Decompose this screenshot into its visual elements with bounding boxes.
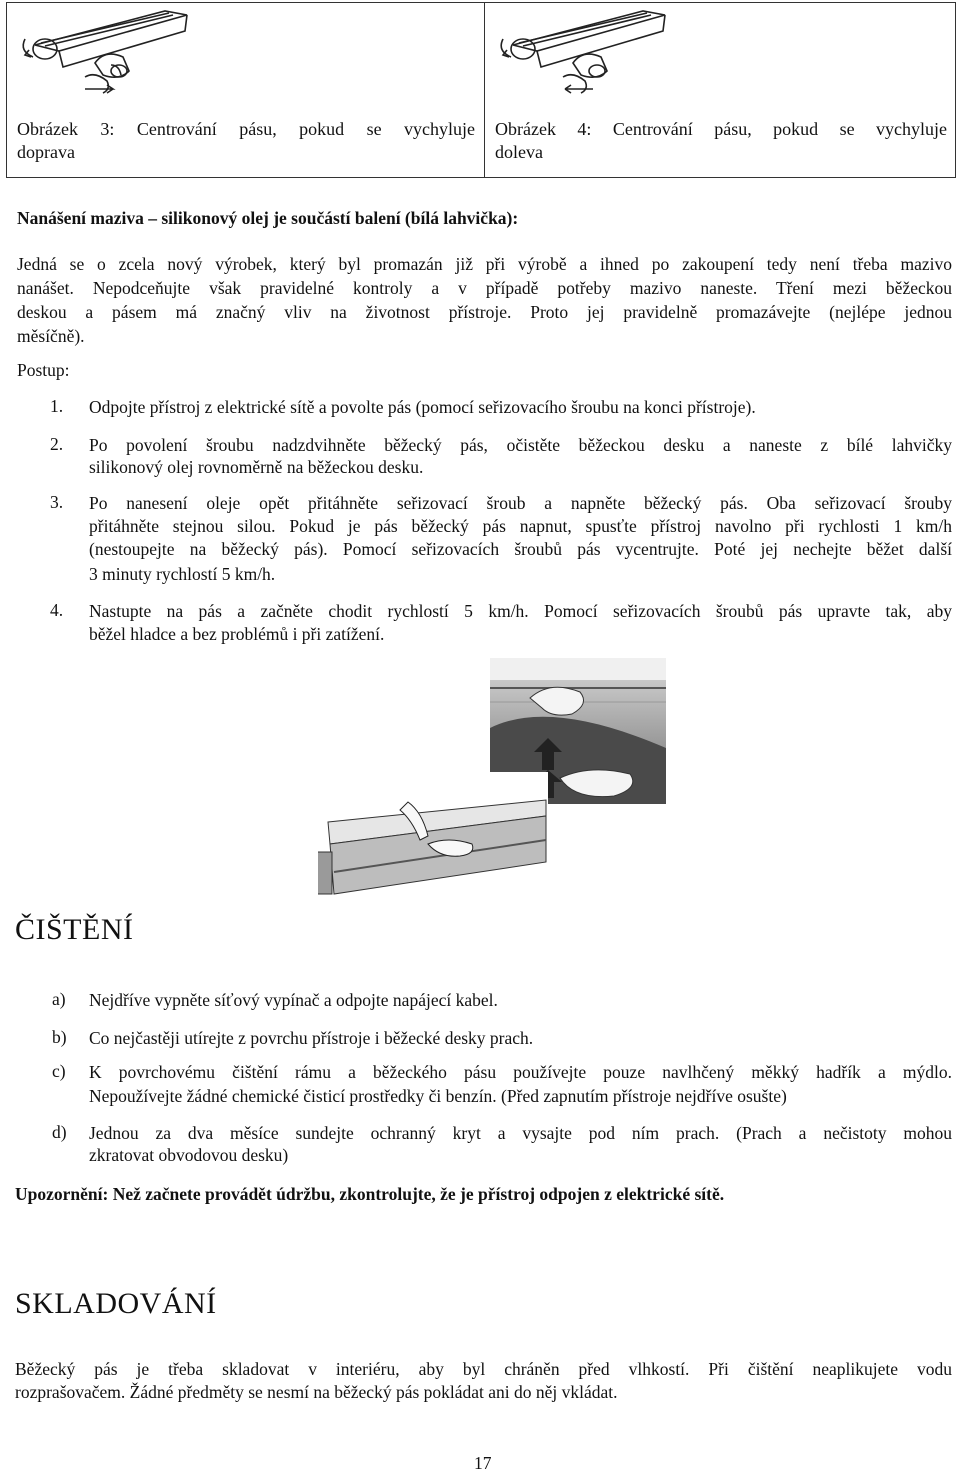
cleaning-item-letter: d) <box>52 1122 67 1142</box>
treadmill-rear-roller-illustration <box>15 5 195 97</box>
cleaning-item-letter: c) <box>52 1061 66 1081</box>
step-text: (nestoupejte na běžecký pás). Pomocí seřizovacích šroubů pás vycentrujte. Poté jej nechejte běžet další <box>89 539 952 559</box>
figure-table <box>6 2 956 178</box>
step-number: 1. <box>50 396 64 416</box>
lubrication-para-line: deskou a pásem má značný vliv na životnost přístroje. Proto jej pravidelně promazávejte (nejlépe jednou <box>17 302 952 322</box>
storage-text-line: Běžecký pás je třeba skladovat v interiéru, aby byl chráněn před vlhkostí. Při čištění neaplikujete vodu <box>15 1359 952 1379</box>
step-number: 4. <box>50 600 64 620</box>
step-number: 3. <box>50 492 64 512</box>
figure-3-cell <box>7 3 485 177</box>
page-number: 17 <box>474 1453 492 1473</box>
step-text: silikonový olej rovnoměrně na běžeckou desku. <box>89 457 424 477</box>
cleaning-item-text: Co nejčastěji utírejte z povrchu přístroje i běžecké desky prach. <box>89 1028 534 1048</box>
lubrication-para-line: nanášet. Nepodceňujte však pravidelné kontroly a v případě potřeby mazivo naneste. Tření mezi běžeckou <box>17 278 952 298</box>
storage-text-line: rozprašovačem. Žádné předměty se nesmí na běžecký pás pokládat ani do něj vkládat. <box>15 1382 618 1402</box>
step-text: Odpojte přístroj z elektrické sítě a povolte pás (pomocí seřizovacího šroubu na konci přístroje). <box>89 397 756 417</box>
storage-heading: SKLADOVÁNÍ <box>15 1287 217 1320</box>
lubrication-para-line: Jedná se o zcela nový výrobek, který byl promazán již při výrobě a ihned po zakoupení tedy není třeba mazivo <box>17 254 952 274</box>
cleaning-item-text: K povrchovému čištění rámu a běžeckého pásu používejte pouze navlhčený měkký hadřík a mýdlo. <box>89 1062 952 1082</box>
figure-4-caption-line1: Obrázek 4: Centrování pásu, pokud se vychyluje <box>495 119 947 139</box>
step-text: přitáhněte stejnou silou. Pokud je pás běžecký pás napnut, spusťte přístroj navolno při rychlosti 1 km/h <box>89 516 952 536</box>
step-text: 3 minuty rychlostí 5 km/h. <box>89 564 276 584</box>
figure-4-cell <box>485 3 955 177</box>
cleaning-item-text: Nepoužívejte žádné chemické čisticí prostředky či benzín. (Před zapnutím přístroje nejdříve osušte) <box>89 1086 787 1106</box>
step-text: běžel hladce a bez problémů i při zatížení. <box>89 624 385 644</box>
figure-4-caption-line2: doleva <box>495 142 543 162</box>
cleaning-heading: ČIŠTĚNÍ <box>15 913 134 946</box>
cleaning-item-letter: b) <box>52 1027 67 1047</box>
step-text: Nastupte na pás a začněte chodit rychlostí 5 km/h. Pomocí seřizovacích šroubů pás upravte tak, aby <box>89 601 952 621</box>
treadmill-rear-roller-illustration <box>493 5 673 97</box>
cleaning-item-letter: a) <box>52 989 66 1009</box>
lubrication-heading: Nanášení maziva – silikonový olej je součástí balení (bílá lahvička): <box>17 208 519 228</box>
figure-3-caption-line2: doprava <box>17 142 75 162</box>
maintenance-warning: Upozornění: Než začnete provádět údržbu, zkontrolujte, že je přístroj odpojen z elektrické sítě. <box>15 1184 725 1204</box>
procedure-label: Postup: <box>17 360 70 380</box>
figure-3-caption-line1: Obrázek 3: Centrování pásu, pokud se vychyluje <box>17 119 475 139</box>
step-number: 2. <box>50 434 64 454</box>
step-text: Po nanesení oleje opět přitáhněte seřizovací šroub a napněte běžecký pás. Oba seřizovací šrouby <box>89 493 952 513</box>
lubrication-para-line: měsíčně). <box>17 326 85 346</box>
treadmill-deck-photo <box>318 772 548 902</box>
cleaning-item-text: zkratovat obvodovou desku) <box>89 1145 289 1165</box>
cleaning-item-text: Jednou za dva měsíce sundejte ochranný kryt a vysajte pod ním prach. (Prach a nečistoty mohou <box>89 1123 952 1143</box>
cleaning-item-text: Nejdříve vypněte síťový vypínač a odpojte napájecí kabel. <box>89 990 498 1010</box>
step-text: Po povolení šroubu nadzdvihněte běžecký pás, očistěte běžeckou desku a naneste z bílé lahvičky <box>89 435 952 455</box>
